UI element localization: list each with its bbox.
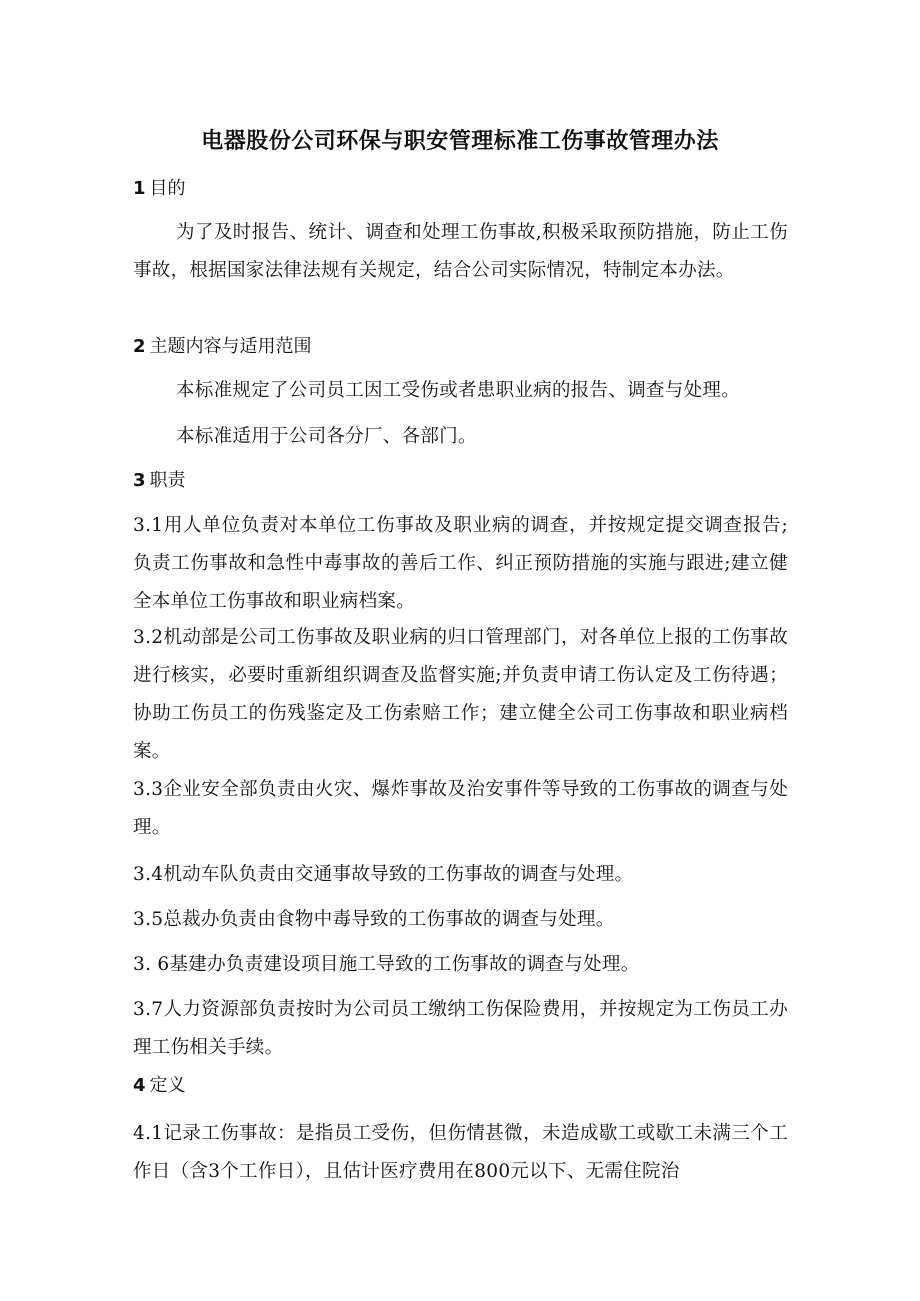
section-number: 1 [133,178,146,199]
section-2-paragraph-1: 本标准规定了公司员工因工受伤或者患职业病的报告、调查与处理。 [176,380,741,401]
clause-3-7: 3.7人力资源部负责按时为公司员工缴纳工伤保险费用，并按规定为工伤员工办理工伤相关手续。 [133,999,788,1058]
section-title: 目的 [149,178,186,199]
clause-3-3: 3.3企业安全部负责由火灾、爆炸事故及治安事件等导致的工伤事故的调查与处理。 [133,779,788,838]
clause-3-1: 3.1用人单位负责对本单位工伤事故及职业病的调查，并按规定提交调查报告;负责工伤事故和急性中毒事故的善后工作、纠正预防措施的实施与跟进;建立健全本单位工伤事故和职业病档案。 [133,515,788,612]
section-title: 职责 [149,470,186,491]
section-number: 3 [133,470,146,491]
section-number: 2 [133,336,146,357]
section-1-heading [133,175,186,203]
clause-3-4: 3.4机动车队负责由交通事故导致的工伤事故的调查与处理。 [133,864,634,885]
clause-3-2: 3.2机动部是公司工伤事故及职业病的归口管理部门，对各单位上报的工伤事故进行核实，必要时重新组织调查及监督实施;并负责申请工伤认定及工伤待遇；协助工伤员工的伤残鉴定及工伤索赔工作；建立健全公司工伤事故和职业病档案。 [133,627,788,762]
section-title: 主题内容与适用范围 [149,336,312,357]
section-3-heading [133,467,186,495]
clause-3-6: 3. 6基建办负责建设项目施工导致的工伤事故的调查与处理。 [133,954,640,975]
section-4-heading [133,1072,186,1100]
section-2-heading [133,333,312,361]
section-number: 4 [133,1075,146,1096]
section-title: 定义 [149,1075,186,1096]
clause-4-1: 4.1记录工伤事故：是指员工受伤，但伤情甚微，未造成歇工或歇工未满三个工作日（含3个工作日），且估计医疗费用在800元以下、无需住院治 [133,1123,788,1182]
document-title: 电器股份公司环保与职安管理标准工伤事故管理办法 [201,129,719,154]
section-2-paragraph-2: 本标准适用于公司各分厂、各部门。 [176,426,477,447]
clause-3-5: 3.5总裁办负责由食物中毒导致的工伤事故的调查与处理。 [133,909,615,930]
section-1-paragraph: 为了及时报告、统计、调查和处理工伤事故,积极采取预防措施，防止工伤事故，根据国家法律法规有关规定，结合公司实际情况，特制定本办法。 [133,222,788,281]
